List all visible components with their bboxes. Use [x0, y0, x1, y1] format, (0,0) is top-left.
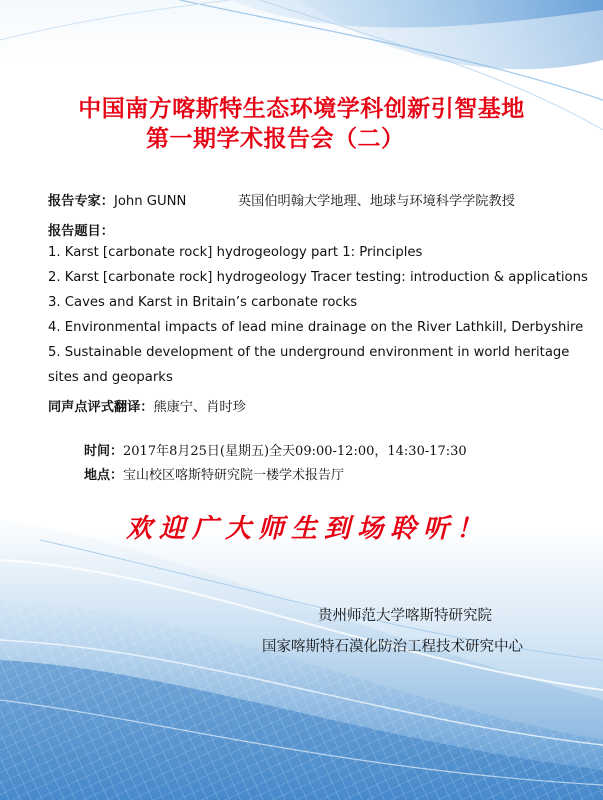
- topic-item: 2. Karst [carbonate rock] hydrogeology Tracer testing: introduction & applications: [48, 270, 588, 285]
- time-row: [84, 440, 467, 459]
- welcome-slogan: 欢迎广大师生到场聆听！: [126, 514, 490, 544]
- place-label: 地点：: [84, 468, 124, 483]
- translation-label: 同声点评式翻译：: [48, 400, 154, 415]
- speaker-affiliation: 英国伯明翰大学地理、地球与环境科学学院教授: [238, 194, 515, 209]
- organizer-line: 贵州师范大学喀斯特研究院: [318, 608, 492, 624]
- topic-item: 5. Sustainable development of the underground environment in world heritage: [48, 345, 570, 360]
- place-value: 宝山校区喀斯特研究院一楼学术报告厅: [123, 468, 345, 483]
- organizer-line: 国家喀斯特石漠化防治工程技术研究中心: [262, 639, 523, 655]
- poster-title-line2: 第一期学术报告会（二）: [146, 126, 405, 152]
- time-value: 2017年8月25日(星期五)全天09:00-12:00，14:30-17:30: [123, 444, 467, 459]
- speaker-name: John GUNN: [113, 194, 187, 209]
- poster-title-line1: 中国南方喀斯特生态环境学科创新引智基地: [78, 96, 525, 122]
- speaker-label: 报告专家：: [48, 194, 114, 209]
- time-label: 时间：: [84, 444, 124, 459]
- topic-item: sites and geoparks: [48, 370, 173, 385]
- translation-names: 熊康宁、肖时珍: [153, 400, 246, 415]
- topic-item: 1. Karst [carbonate rock] hydrogeology part 1: Principles: [48, 245, 423, 260]
- topic-item: 4. Environmental impacts of lead mine drainage on the River Lathkill, Derbyshire: [48, 320, 584, 335]
- place-row: [84, 464, 344, 483]
- topic-item: 3. Caves and Karst in Britain’s carbonate rocks: [48, 295, 358, 310]
- translation-row: [48, 396, 246, 415]
- speaker-row: [48, 190, 186, 209]
- topics-label: 报告题目：: [48, 224, 114, 239]
